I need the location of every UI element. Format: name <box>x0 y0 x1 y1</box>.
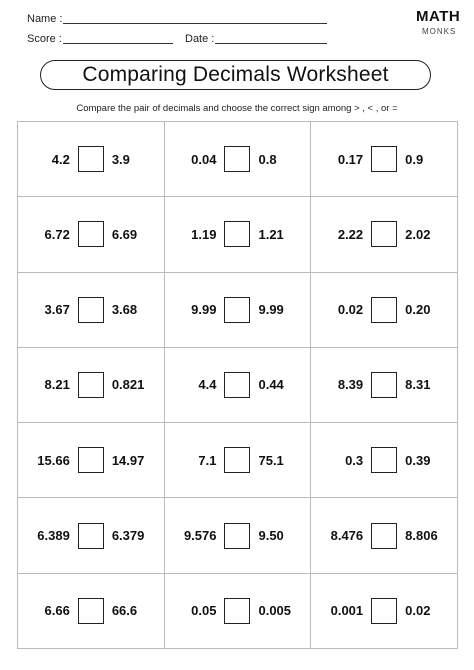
problem-cell <box>311 498 458 573</box>
problem-cell <box>18 498 165 573</box>
answer-box[interactable] <box>78 221 104 247</box>
problem-cell <box>311 197 458 272</box>
right-number: 1.21 <box>258 226 284 242</box>
answer-box[interactable] <box>224 523 250 549</box>
answer-box[interactable] <box>371 523 397 549</box>
left-number: 6.72 <box>44 226 70 242</box>
right-number: 75.1 <box>258 452 284 468</box>
right-number: 9.50 <box>258 528 284 544</box>
left-number: 3.67 <box>44 302 70 318</box>
right-number: 66.6 <box>111 603 138 619</box>
problem-cell <box>18 122 165 197</box>
problem-cell <box>311 574 458 649</box>
left-number: 0.17 <box>337 151 364 167</box>
score-field[interactable] <box>63 43 173 44</box>
math-monks-logo <box>416 8 466 48</box>
date-field[interactable] <box>215 43 327 44</box>
problem-cell <box>165 273 312 348</box>
problem-cell <box>311 348 458 423</box>
left-number: 0.001 <box>330 603 364 619</box>
answer-box[interactable] <box>371 146 397 172</box>
name-field[interactable] <box>63 23 327 24</box>
right-number: 3.9 <box>111 151 130 167</box>
problem-cell <box>311 122 458 197</box>
left-number: 1.19 <box>191 226 217 242</box>
right-number: 2.02 <box>405 226 431 242</box>
answer-box[interactable] <box>78 297 104 323</box>
problem-cell <box>165 122 312 197</box>
right-number: 8.31 <box>405 377 431 393</box>
answer-box[interactable] <box>78 447 104 473</box>
problem-grid <box>17 121 458 649</box>
problem-cell <box>165 574 312 649</box>
right-number: 3.68 <box>111 302 138 318</box>
problem-cell <box>165 423 312 498</box>
answer-box[interactable] <box>224 598 250 624</box>
problem-cell <box>18 423 165 498</box>
right-number: 0.9 <box>405 151 424 167</box>
answer-box[interactable] <box>371 221 397 247</box>
left-number: 8.21 <box>44 377 70 393</box>
right-number: 0.005 <box>258 603 292 619</box>
left-number: 7.1 <box>198 452 217 468</box>
right-number: 14.97 <box>111 452 145 468</box>
left-number: 4.4 <box>198 377 217 393</box>
right-number: 0.02 <box>405 603 431 619</box>
problem-cell <box>165 348 312 423</box>
left-number: 9.576 <box>183 528 217 544</box>
answer-box[interactable] <box>78 146 104 172</box>
name-label: Name : <box>27 13 63 25</box>
score-label: Score : <box>27 33 62 45</box>
right-number: 6.379 <box>111 528 145 544</box>
left-number: 8.39 <box>337 377 364 393</box>
answer-box[interactable] <box>224 372 250 398</box>
answer-box[interactable] <box>224 447 250 473</box>
right-number: 0.821 <box>111 377 145 393</box>
left-number: 15.66 <box>37 452 70 468</box>
left-number: 0.02 <box>337 302 364 318</box>
right-number: 0.8 <box>258 151 277 167</box>
answer-box[interactable] <box>371 598 397 624</box>
problem-cell <box>311 273 458 348</box>
left-number: 8.476 <box>330 528 364 544</box>
right-number: 0.44 <box>258 377 284 393</box>
right-number: 8.806 <box>405 528 438 544</box>
problem-cell <box>18 273 165 348</box>
answer-box[interactable] <box>78 598 104 624</box>
answer-box[interactable] <box>371 297 397 323</box>
left-number: 2.22 <box>337 226 364 242</box>
problem-cell <box>165 498 312 573</box>
problem-cell <box>18 197 165 272</box>
problem-cell <box>18 574 165 649</box>
left-number: 0.04 <box>191 151 217 167</box>
right-number: 0.20 <box>405 302 431 318</box>
problem-cell <box>165 197 312 272</box>
left-number: 4.2 <box>51 151 70 167</box>
logo-monks-text: MONKS <box>422 27 457 36</box>
right-number: 9.99 <box>258 302 284 318</box>
answer-box[interactable] <box>224 221 250 247</box>
right-number: 6.69 <box>111 226 138 242</box>
answer-box[interactable] <box>78 372 104 398</box>
left-number: 0.3 <box>345 452 364 468</box>
problem-cell <box>311 423 458 498</box>
answer-box[interactable] <box>224 146 250 172</box>
date-label: Date : <box>185 33 215 45</box>
answer-box[interactable] <box>371 372 397 398</box>
right-number: 0.39 <box>405 452 431 468</box>
left-number: 9.99 <box>191 302 217 318</box>
answer-box[interactable] <box>371 447 397 473</box>
instructions: Compare the pair of decimals and choose the correct sign among > , < , or = <box>76 103 398 114</box>
left-number: 6.66 <box>44 603 70 619</box>
answer-box[interactable] <box>78 523 104 549</box>
logo-math-text: MATH <box>416 8 461 25</box>
answer-box[interactable] <box>224 297 250 323</box>
left-number: 6.389 <box>37 528 70 544</box>
problem-cell <box>18 348 165 423</box>
left-number: 0.05 <box>191 603 217 619</box>
worksheet-title: Comparing Decimals Worksheet <box>40 60 431 90</box>
